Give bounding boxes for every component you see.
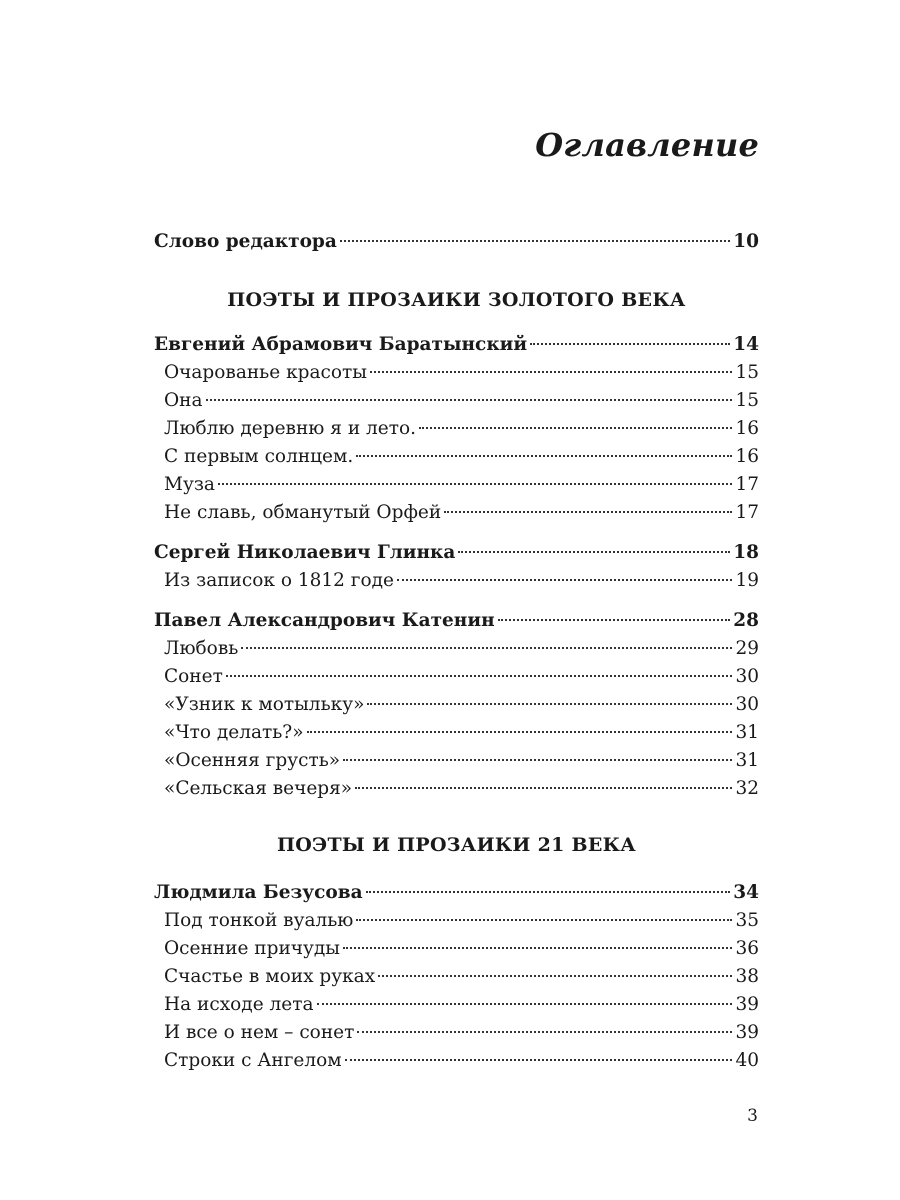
- toc-entry-label: Счастье в моих руках: [164, 966, 376, 987]
- toc-entry-work[interactable]: [154, 719, 759, 746]
- toc-entry-work[interactable]: [154, 443, 759, 470]
- toc-entry-page: 38: [735, 966, 759, 987]
- toc-entry-page: 16: [735, 446, 759, 467]
- toc-entry-work[interactable]: [154, 691, 759, 718]
- toc-entry-work[interactable]: [154, 387, 759, 414]
- section-heading: ПОЭТЫ И ПРОЗАИКИ ЗОЛОТОГО ВЕКА: [227, 289, 686, 311]
- dot-leader: [340, 240, 730, 242]
- toc-entry-editor[interactable]: [154, 228, 759, 255]
- dot-leader: [366, 891, 731, 893]
- toc-entry-label: «Узник к мотыльку»: [164, 694, 365, 715]
- toc-entry-label: Строки с Ангелом: [164, 1050, 342, 1071]
- dot-leader: [419, 427, 732, 429]
- toc-entry-page: 19: [735, 570, 759, 591]
- dot-leader: [355, 787, 732, 789]
- toc-entry-label: Евгений Абрамович Баратынский: [154, 334, 528, 355]
- dot-leader: [370, 371, 732, 373]
- toc-entry-page: 40: [735, 1050, 759, 1071]
- dot-leader: [226, 675, 733, 677]
- toc-entry-author[interactable]: [154, 607, 759, 634]
- toc-entry-label: «Осенняя грусть»: [164, 750, 341, 771]
- toc-entry-work[interactable]: [154, 415, 759, 442]
- dot-leader: [218, 483, 733, 485]
- toc-entry-page: 16: [735, 418, 759, 439]
- toc-entry-page: 31: [735, 750, 759, 771]
- toc-entry-work[interactable]: [154, 963, 759, 990]
- toc-entry-work[interactable]: [154, 567, 759, 594]
- dot-leader: [397, 579, 732, 581]
- toc-entry-label: Осенние причуды: [164, 938, 341, 959]
- toc-entry-label: Под тонкой вуалью: [164, 910, 354, 931]
- toc-entry-label: Слово редактора: [154, 231, 337, 252]
- toc-entry-label: Муза: [164, 474, 215, 495]
- dot-leader: [206, 399, 733, 401]
- toc-entry-label: «Что делать?»: [164, 722, 304, 743]
- toc-entry-work[interactable]: [154, 635, 759, 662]
- toc-entry-page: 36: [735, 938, 759, 959]
- toc-entry-page: 10: [733, 231, 759, 252]
- toc-entry-page: 28: [733, 610, 759, 631]
- dot-leader: [343, 759, 732, 761]
- toc-entry-page: 39: [735, 1022, 759, 1043]
- toc-entry-label: Павел Александрович Катенин: [154, 610, 495, 631]
- toc-entry-page: 32: [735, 778, 759, 799]
- dot-leader: [241, 647, 732, 649]
- toc-entry-label: Люблю деревню я и лето.: [164, 418, 416, 439]
- toc-entry-page: 15: [735, 390, 759, 411]
- dot-leader: [367, 703, 732, 705]
- toc-entry-author[interactable]: [154, 879, 759, 906]
- toc-entry-label: «Сельская вечеря»: [164, 778, 353, 799]
- dot-leader: [444, 511, 732, 513]
- toc-entry-label: Не славь, обманутый Орфей: [164, 502, 442, 523]
- toc-entry-label: Из записок о 1812 годе: [164, 570, 394, 591]
- toc-entry-page: 39: [735, 994, 759, 1015]
- toc-entry-work[interactable]: [154, 1047, 759, 1074]
- section-heading: ПОЭТЫ И ПРОЗАИКИ 21 ВЕКА: [276, 834, 637, 856]
- dot-leader: [307, 731, 733, 733]
- toc-entry-work[interactable]: [154, 471, 759, 498]
- toc-entry-work[interactable]: [154, 499, 759, 526]
- dot-leader: [498, 619, 731, 621]
- toc-entry-work[interactable]: [154, 991, 759, 1018]
- dot-leader: [378, 975, 732, 977]
- page-number: 3: [747, 1106, 758, 1126]
- toc-entry-label: С первым солнцем.: [164, 446, 354, 467]
- toc-entry-page: 31: [735, 722, 759, 743]
- toc-entry-work[interactable]: [154, 935, 759, 962]
- toc-entry-page: 14: [733, 334, 759, 355]
- dot-leader: [343, 947, 732, 949]
- toc-entry-work[interactable]: [154, 1019, 759, 1046]
- dot-leader: [530, 343, 730, 345]
- toc-entry-page: 29: [735, 638, 759, 659]
- page-title: Оглавление: [535, 126, 759, 164]
- toc-entry-page: 30: [735, 666, 759, 687]
- toc-entry-page: 34: [733, 882, 759, 903]
- toc-entry-page: 17: [735, 502, 759, 523]
- toc-entry-work[interactable]: [154, 747, 759, 774]
- toc-entry-label: Она: [164, 390, 203, 411]
- toc-entry-label: Сонет: [164, 666, 223, 687]
- toc-entry-label: Сергей Николаевич Глинка: [154, 542, 456, 563]
- toc-entry-work[interactable]: [154, 907, 759, 934]
- toc-entry-page: 35: [735, 910, 759, 931]
- dot-leader: [356, 455, 732, 457]
- toc-entry-author[interactable]: [154, 331, 759, 358]
- toc-entry-work[interactable]: [154, 775, 759, 802]
- dot-leader: [357, 1031, 732, 1033]
- toc-entry-page: 15: [735, 362, 759, 383]
- toc-entry-page: 17: [735, 474, 759, 495]
- toc-entry-label: Людмила Безусова: [154, 882, 363, 903]
- dot-leader: [345, 1059, 733, 1061]
- toc-entry-page: 18: [733, 542, 759, 563]
- dot-leader: [317, 1003, 733, 1005]
- toc-entry-label: На исходе лета: [164, 994, 314, 1015]
- dot-leader: [458, 551, 730, 553]
- toc-entry-work[interactable]: [154, 359, 759, 386]
- toc-entry-work[interactable]: [154, 663, 759, 690]
- dot-leader: [356, 919, 732, 921]
- toc-entry-label: Очарованье красоты: [164, 362, 367, 383]
- toc-entry-label: И все о нем – сонет: [164, 1022, 355, 1043]
- toc-entry-label: Любовь: [164, 638, 239, 659]
- toc-entry-author[interactable]: [154, 539, 759, 566]
- toc-entry-page: 30: [735, 694, 759, 715]
